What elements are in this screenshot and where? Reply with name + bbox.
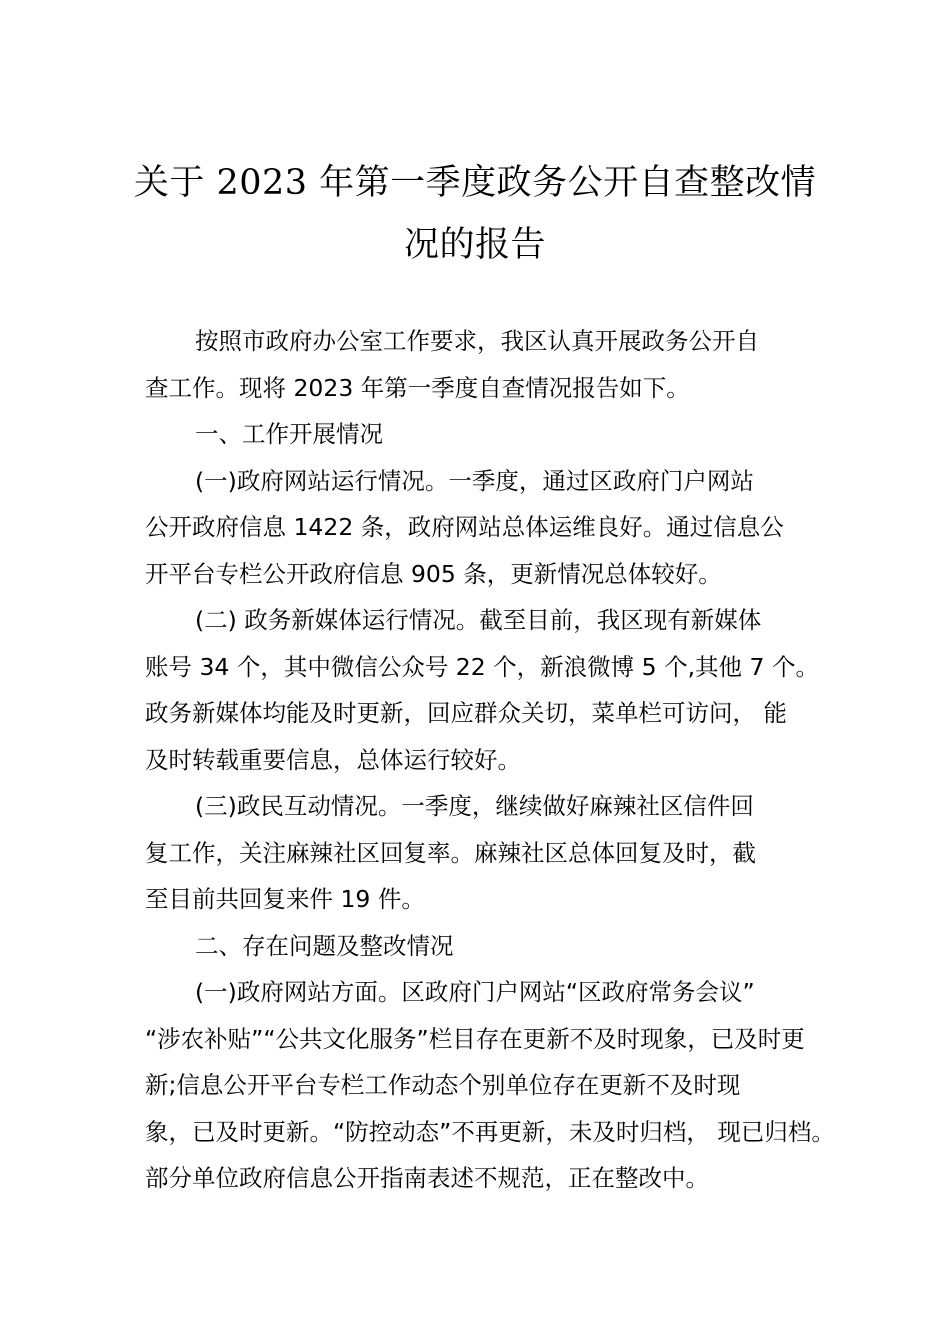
section-2-heading bbox=[145, 923, 825, 970]
text-line: 新;信息公开平台专栏工作动态个别单位存在更新不及时现 bbox=[145, 1071, 741, 1099]
intro-paragraph bbox=[145, 318, 825, 411]
text-line: 及时转载重要信息，总体运行较好。 bbox=[145, 745, 521, 774]
item-1-1-paragraph bbox=[145, 458, 825, 598]
text-line: 按照市政府办公室工作要求，我区认真开展政务公开自 bbox=[195, 327, 759, 355]
text-line: “涉农补贴”“公共文化服务”栏目存在更新不及时现象，已及时更 bbox=[145, 1024, 805, 1053]
heading-line: 二、存在问题及整改情况 bbox=[195, 931, 454, 960]
text-line: (一)政府网站运行情况。一季度，通过区政府门户网站 bbox=[195, 466, 754, 495]
title-line: 况的报告 bbox=[403, 225, 546, 265]
heading-line: 一、工作开展情况 bbox=[195, 420, 383, 448]
text-line: (一)政府网站方面。区政府门户网站“区政府常务会议” bbox=[195, 978, 755, 1006]
text-line: 部分单位政府信息公开指南表述不规范，正在整改中。 bbox=[145, 1164, 709, 1192]
text-line: (二) 政务新媒体运行情况。截至目前，我区现有新媒体 bbox=[195, 606, 762, 634]
text-line: 象，已及时更新。“防控动态”不再更新，未及时归档， 现已归档。 bbox=[145, 1117, 835, 1146]
text-line: 账号 34 个，其中微信公众号 22 个，新浪微博 5 个,其他 7 个。 bbox=[145, 652, 819, 681]
text-line: 查工作。现将 2023 年第一季度自查情况报告如下。 bbox=[145, 373, 690, 402]
text-line: 复工作，关注麻辣社区回复率。麻辣社区总体回复及时，截 bbox=[145, 838, 756, 867]
text-line: 开平台专栏公开政府信息 905 条，更新情况总体较好。 bbox=[145, 559, 722, 588]
text-line: 政务新媒体均能及时更新，回应群众关切，菜单栏可访问， 能 bbox=[145, 699, 787, 727]
text-line: (三)政民互动情况。一季度，继续做好麻辣社区信件回 bbox=[195, 792, 754, 820]
document-title bbox=[120, 152, 830, 276]
text-line: 至目前共回复来件 19 件。 bbox=[145, 885, 425, 913]
item-1-2-paragraph bbox=[145, 597, 825, 783]
title-line: 关于 2023 年第一季度政务公开自查整改情 bbox=[133, 163, 817, 203]
item-2-1-paragraph bbox=[145, 969, 835, 1202]
item-1-3-paragraph bbox=[145, 783, 825, 923]
section-1-heading bbox=[145, 411, 825, 458]
text-line: 公开政府信息 1422 条，政府网站总体运维良好。通过信息公 bbox=[145, 513, 784, 541]
document-body bbox=[145, 318, 835, 1202]
